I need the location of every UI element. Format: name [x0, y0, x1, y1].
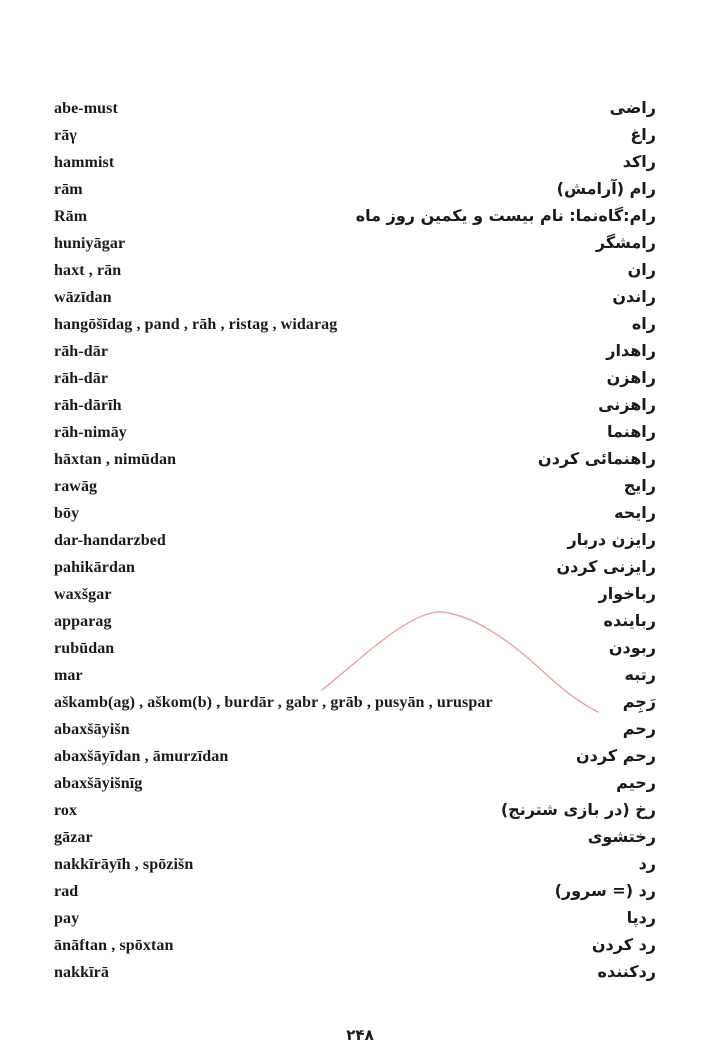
dictionary-entry [0, 663, 720, 690]
pahlavi-term: dar-handarzbed [54, 532, 166, 549]
pahlavi-term: bōy [54, 505, 80, 522]
persian-term: رد [638, 854, 656, 873]
pahlavi-term: rubūdan [54, 640, 115, 657]
persian-term: راهزن [606, 368, 656, 387]
pahlavi-term: rāh-dārīh [54, 397, 122, 414]
persian-term: راکد [622, 152, 656, 171]
dictionary-entry [0, 636, 720, 663]
persian-term: رحیم [616, 773, 656, 792]
dictionary-entry [0, 852, 720, 879]
dictionary-entry [0, 312, 720, 339]
pahlavi-term: pay [54, 910, 80, 927]
dictionary-entry [0, 555, 720, 582]
dictionary-entry [0, 366, 720, 393]
persian-term: راغ [630, 125, 656, 144]
persian-term: رام (آرامش) [556, 179, 656, 198]
dictionary-entry [0, 744, 720, 771]
dictionary-entry [0, 582, 720, 609]
persian-term: رامشگر [595, 233, 656, 252]
dictionary-entry [0, 825, 720, 852]
pahlavi-term: hammist [54, 154, 115, 171]
persian-term: راهزنی [598, 395, 656, 414]
persian-term: راندن [612, 287, 656, 306]
page-number: ۲۴۸ [346, 1026, 374, 1044]
dictionary-entry [0, 285, 720, 312]
persian-term: ران [627, 260, 656, 279]
persian-term: رباخوار [598, 584, 656, 603]
pahlavi-term: rad [54, 883, 79, 900]
dictionary-entry [0, 879, 720, 906]
dictionary-entry [0, 474, 720, 501]
dictionary-entry [0, 150, 720, 177]
persian-term: ربودن [608, 638, 656, 657]
pahlavi-term: huniyāgar [54, 235, 126, 252]
persian-term: راهدار [606, 341, 656, 360]
pahlavi-term: rox [54, 802, 78, 819]
dictionary-entry [0, 798, 720, 825]
pahlavi-term: abaxšāyīdan , āmurzīdan [54, 748, 229, 765]
persian-term: رایحه [614, 503, 656, 522]
dictionary-entry [0, 231, 720, 258]
dictionary-entry [0, 177, 720, 204]
dictionary-entry [0, 393, 720, 420]
persian-term: رخ (در بازی شترنج) [500, 800, 656, 819]
dictionary-entry [0, 339, 720, 366]
pahlavi-term: nakkīrāyīh , spōzišn [54, 856, 194, 873]
dictionary-entry [0, 933, 720, 960]
dictionary-entry [0, 96, 720, 123]
pahlavi-term: mar [54, 667, 83, 684]
persian-term: رختشوی [587, 827, 656, 846]
persian-term: رحم کردن [576, 746, 656, 765]
persian-term: رد (= سرور) [554, 881, 656, 900]
pahlavi-term: rāγ [54, 127, 77, 144]
persian-term: رَجِم [622, 692, 656, 711]
persian-term: رحم [622, 719, 656, 738]
persian-term: راهنمائی کردن [538, 449, 656, 468]
pahlavi-term: waxšgar [54, 586, 112, 603]
persian-term: رایزن دربار [567, 530, 656, 549]
pahlavi-term: Rām [54, 208, 88, 225]
pahlavi-term: rāh-dār [54, 343, 109, 360]
persian-term: رایج [623, 476, 656, 495]
pahlavi-term: apparag [54, 613, 112, 630]
entry-list [0, 96, 720, 987]
persian-term: ردکننده [597, 962, 656, 981]
pahlavi-term: rāh-dār [54, 370, 109, 387]
dictionary-entry [0, 690, 720, 717]
dictionary-entry [0, 960, 720, 987]
persian-term: ردپا [626, 908, 656, 927]
pahlavi-term: abaxšāyišnīg [54, 775, 143, 792]
pahlavi-term: nakkīrā [54, 964, 109, 981]
persian-term: رایزنی کردن [556, 557, 656, 576]
pahlavi-term: ānāftan , spōxtan [54, 937, 174, 954]
dictionary-entry [0, 258, 720, 285]
pahlavi-term: gāzar [54, 829, 93, 846]
persian-term: رتبه [624, 665, 656, 684]
persian-term: راهنما [606, 422, 656, 441]
dictionary-entry [0, 447, 720, 474]
dictionary-entry [0, 123, 720, 150]
dictionary-entry [0, 420, 720, 447]
pahlavi-term: rām [54, 181, 83, 198]
persian-term: راضی [609, 98, 656, 117]
dictionary-entry [0, 204, 720, 231]
pahlavi-term: abaxšāyišn [54, 721, 130, 738]
dictionary-entry [0, 906, 720, 933]
pahlavi-term: wāzīdan [54, 289, 112, 306]
persian-term: رباینده [603, 611, 656, 630]
dictionary-entry [0, 501, 720, 528]
pahlavi-term: rāh-nimāy [54, 424, 127, 441]
dictionary-entry [0, 717, 720, 744]
persian-term: رام:گاه‌نما: نام بیست و یکمین روز ماه [355, 206, 656, 225]
pahlavi-term: aškamb(ag) , aškom(b) , burdār , gabr , grāb , pusyān , uruspar [54, 694, 493, 711]
dictionary-entry [0, 609, 720, 636]
pahlavi-term: haxt , rān [54, 262, 122, 279]
persian-term: راه [631, 314, 656, 333]
dictionary-entry [0, 771, 720, 798]
pahlavi-term: hāxtan , nimūdan [54, 451, 177, 468]
pahlavi-term: pahikārdan [54, 559, 136, 576]
pahlavi-term: hangōšīdag , pand , rāh , ristag , widarag [54, 316, 338, 333]
dictionary-entry [0, 528, 720, 555]
persian-term: رد کردن [591, 935, 656, 954]
pahlavi-term: abe-must [54, 100, 118, 117]
pahlavi-term: rawāg [54, 478, 98, 495]
